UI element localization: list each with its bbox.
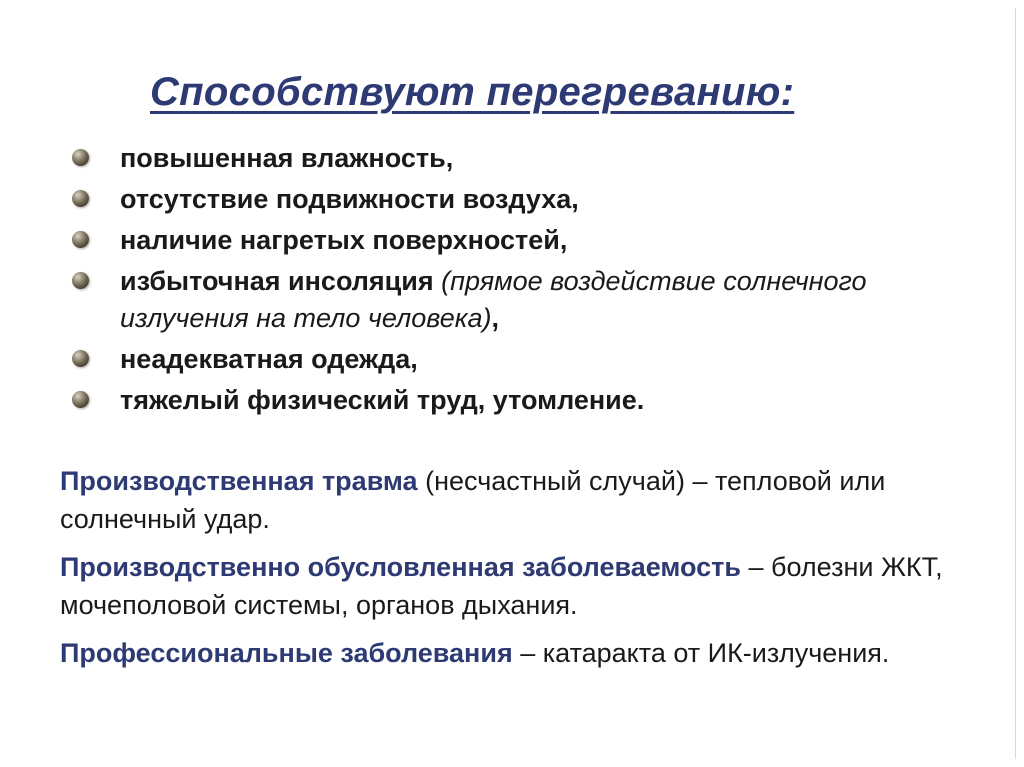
bullet-text: неадекватная одежда, — [120, 344, 418, 374]
bullet-item — [64, 222, 964, 259]
definition-text: – болезни ЖКТ, мочеполовой системы, органов дыхания. — [60, 552, 943, 620]
bullet-sphere-icon — [72, 391, 89, 408]
bullet-item — [64, 341, 964, 378]
bullet-item — [64, 181, 964, 218]
definition-paragraph — [60, 548, 980, 624]
definition-text: – катаракта от ИК-излучения. — [512, 638, 890, 668]
bullet-text: повышенная влажность, — [120, 143, 454, 173]
definitions-block — [60, 462, 980, 682]
bullet-sphere-icon — [72, 350, 89, 367]
definition-paragraph — [60, 634, 980, 672]
bullet-text: отсутствие подвижности воздуха, — [120, 184, 579, 214]
definition-term: Производственно обусловленная заболеваемость — [60, 552, 741, 582]
bullet-item — [64, 382, 964, 419]
bullet-suffix: , — [491, 303, 500, 333]
bullet-text: наличие нагретых поверхностей, — [120, 225, 568, 255]
bullet-item — [64, 263, 964, 337]
definition-paragraph — [60, 462, 980, 538]
definition-text: (несчастный случай) – тепловой или солнечный удар. — [60, 466, 886, 534]
definition-term: Производственная травма — [60, 466, 418, 496]
bullet-sphere-icon — [72, 190, 89, 207]
bullet-sphere-icon — [72, 231, 89, 248]
bullet-item — [64, 140, 964, 177]
bullet-text: избыточная инсоляция — [120, 266, 434, 296]
bullet-text: тяжелый физический труд, утомление. — [120, 385, 645, 415]
bullet-note: (прямое воздействие солнечного излучения на тело человека) — [120, 266, 867, 333]
bullet-list — [64, 140, 964, 423]
definition-term: Профессиональные заболевания — [60, 638, 513, 668]
bullet-sphere-icon — [72, 149, 89, 166]
slide-title: Способствуют перегреванию: — [150, 70, 795, 114]
bullet-sphere-icon — [72, 272, 89, 289]
